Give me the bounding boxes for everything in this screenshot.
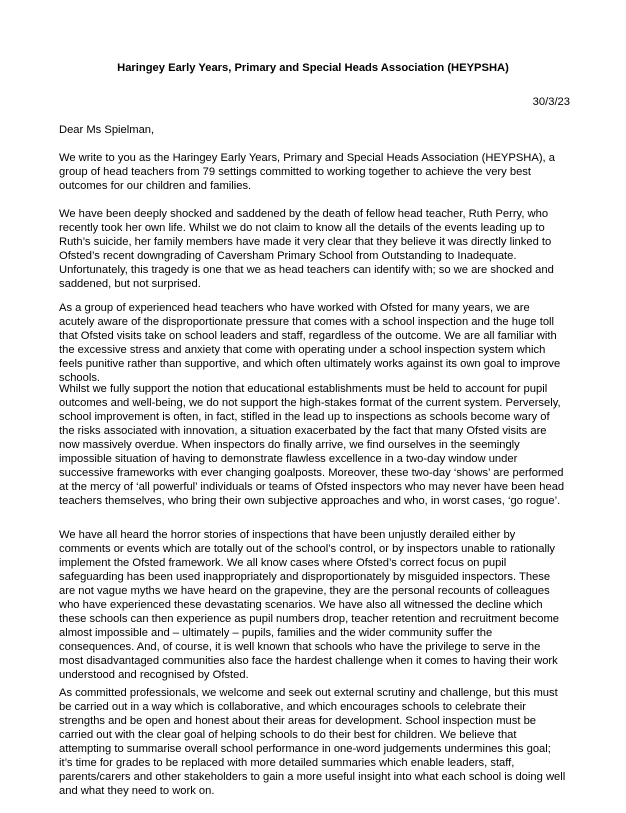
paragraph-introduction: We write to you as the Haringey Early Years, Primary and Special Heads Association (HEYPSHA), a group of head teachers from 79 settings committed to working together to achieve the very best outcomes for our children and families. xyxy=(59,152,555,192)
letter-heading: Haringey Early Years, Primary and Special Heads Association (HEYPSHA) xyxy=(117,62,509,74)
salutation: Dear Ms Spielman, xyxy=(59,124,155,136)
paragraph-ruth-perry: We have been deeply shocked and saddened by the death of fellow head teacher, Ruth Perry, who recently took her own life. Whilst we do not claim to know all the details of the events leading up to Ruth’s suicide, her family members have made it very clear that they believe it was directly linked to Ofsted’s recent downgrading of Caversham Primary School from Outstanding to Inadequate. Unfortunately, this tragedy is one that we as head teachers can identify with; so we are shocked and saddened, but not surprised. xyxy=(59,208,554,290)
letter-date: 30/3/23 xyxy=(532,96,570,108)
paragraph-horror-stories: We have all heard the horror stories of inspections that have been unjustly derailed either by comments or events which are totally out of the school’s control, or by inspectors unable to rationally implement the Ofsted framework. We all know cases where Ofsted’s correct focus on pupil safeguarding has been used inappropriately and disproportionately by misguided inspectors. These are not vague myths we have heard on the grapevine, they are the personal recounts of colleagues who have experienced these devastating scenarios. We have also all witnessed the decline which these schools can then experience as pupil numbers drop, teacher retention and recruitment become almost impossible and – ultimately – pupils, families and the wider community suffer the consequences. And, of course, it is well known that schools who have the privilege to serve in the most disadvantaged communities also face the hardest challenge when it comes to having their work understood and recognised by Ofsted. xyxy=(59,529,560,681)
paragraph-accountability: Whilst we fully support the notion that educational establishments must be held to account for pupil outcomes and well-being, we do not support the high-stakes format of the current system. Perversely, school improvement is often, in fact, stifled in the lead up to inspections as schools become wary of the risks associated with innovation, a situation exacerbated by the fact that many Ofsted visits are now massively overdue. When inspectors do finally arrive, we find ourselves in the seemingly impossible situation of having to demonstrate flawless excellence in a two-day window under successive frameworks with ever changing goalposts. Moreover, these two-day ‘shows’ are performed at the mercy of ‘all powerful’ individuals or teams of Ofsted inspectors who may never have been head teachers themselves, who bring their own subjective approaches and who, in worst cases, ‘go rogue’. xyxy=(59,383,565,507)
paragraph-scrutiny: As committed professionals, we welcome and seek out external scrutiny and challenge, but this must be carried out in a way which is collaborative, and which encourages schools to celebrate their strengths and be open and honest about their areas for development. School inspection must be carried out with the clear goal of helping schools to do their best for children. We believe that attempting to summarise overall school performance in one-word judgements undermines this goal; it’s time for grades to be replaced with more detailed summaries which enable leaders, staff, parents/carers and other stakeholders to gain a more useful insight into what each school is doing well and what they need to work on. xyxy=(59,687,566,797)
paragraph-pressure: As a group of experienced head teachers who have worked with Ofsted for many years, we are acutely aware of the disproportionate pressure that comes with a school inspection and the huge toll that Ofsted visits take on school leaders and staff, regardless of the outcome. We are all familiar with the excessive stress and anxiety that come with operating under a school inspection system which feels punitive rather than supportive, and which often ultimately works against its own goal to improve schools. xyxy=(59,302,561,384)
